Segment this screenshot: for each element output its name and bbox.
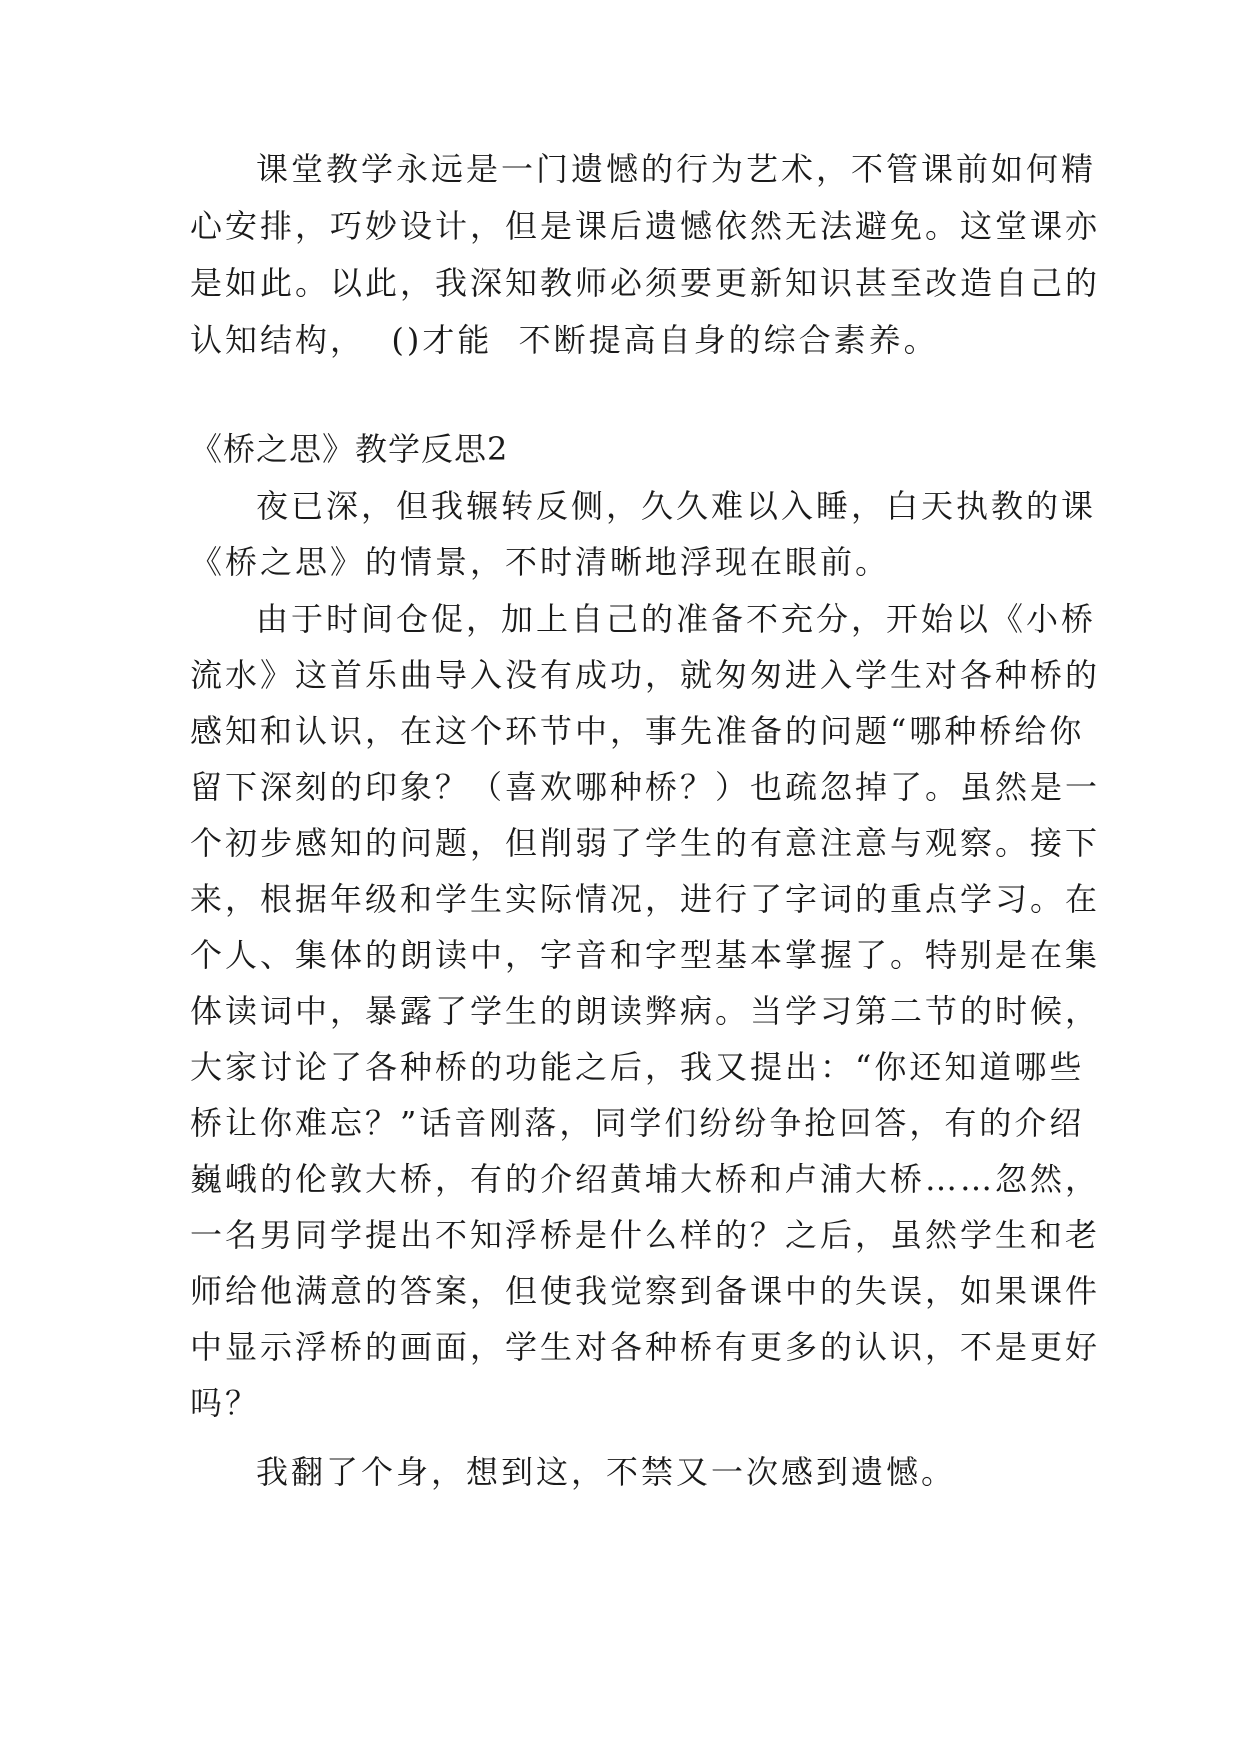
paragraph-1-line-4: 认知结构， ()才能 不断提高自身的综合素养。 — [190, 321, 939, 359]
paragraph-3-line-11: 巍峨的伦敦大桥，有的介绍黄埔大桥和卢浦大桥……忽然， — [190, 1160, 1101, 1198]
paragraph-3-line-12: 一名男同学提出不知浮桥是什么样的？之后，虽然学生和老 — [190, 1216, 1101, 1254]
paragraph-3-line-8: 体读词中，暴露了学生的朗读弊病。当学习第二节的时候， — [190, 992, 1101, 1030]
paragraph-4-line-1: 我翻了个身，想到这，不禁又一次感到遗憾。 — [256, 1453, 957, 1491]
paragraph-3-line-2: 流水》这首乐曲导入没有成功，就匆匆进入学生对各种桥的 — [190, 656, 1101, 694]
paragraph-2-line-1: 夜已深，但我辗转反侧，久久难以入睡，白天执教的课 — [256, 487, 1097, 525]
paragraph-3-line-15: 吗？ — [190, 1384, 261, 1422]
paragraph-3-line-5: 个初步感知的问题，但削弱了学生的有意注意与观察。接下 — [190, 824, 1101, 862]
paragraph-3-line-6: 来，根据年级和学生实际情况，进行了字词的重点学习。在 — [190, 880, 1101, 918]
paragraph-1-line-2: 心安排，巧妙设计，但是课后遗憾依然无法避免。这堂课亦 — [190, 207, 1101, 245]
paragraph-3-line-3: 感知和认识，在这个环节中，事先准备的问题“哪种桥给你 — [190, 712, 1085, 750]
paragraph-3-line-7: 个人、集体的朗读中，字音和字型基本掌握了。特别是在集 — [190, 936, 1101, 974]
paragraph-3-line-1: 由于时间仓促，加上自己的准备不充分，开始以《小桥 — [256, 600, 1097, 638]
paragraph-3-line-9: 大家讨论了各种桥的功能之后，我又提出：“你还知道哪些 — [190, 1048, 1085, 1086]
paragraph-3-line-13: 师给他满意的答案，但使我觉察到备课中的失误，如果课件 — [190, 1272, 1101, 1310]
paragraph-3-line-4: 留下深刻的印象？（喜欢哪种桥？）也疏忽掉了。虽然是一 — [190, 768, 1101, 806]
paragraph-3-line-10: 桥让你难忘？”话音刚落，同学们纷纷争抢回答，有的介绍 — [190, 1104, 1085, 1142]
section-heading: 《桥之思》教学反思2 — [190, 430, 509, 468]
paragraph-2-line-2: 《桥之思》的情景，不时清晰地浮现在眼前。 — [190, 543, 891, 581]
paragraph-1-line-1: 课堂教学永远是一门遗憾的行为艺术，不管课前如何精 — [256, 150, 1097, 188]
paragraph-3-line-14: 中显示浮桥的画面，学生对各种桥有更多的认识，不是更好 — [190, 1328, 1101, 1366]
paragraph-1-line-3: 是如此。以此，我深知教师必须要更新知识甚至改造自己的 — [190, 264, 1101, 302]
